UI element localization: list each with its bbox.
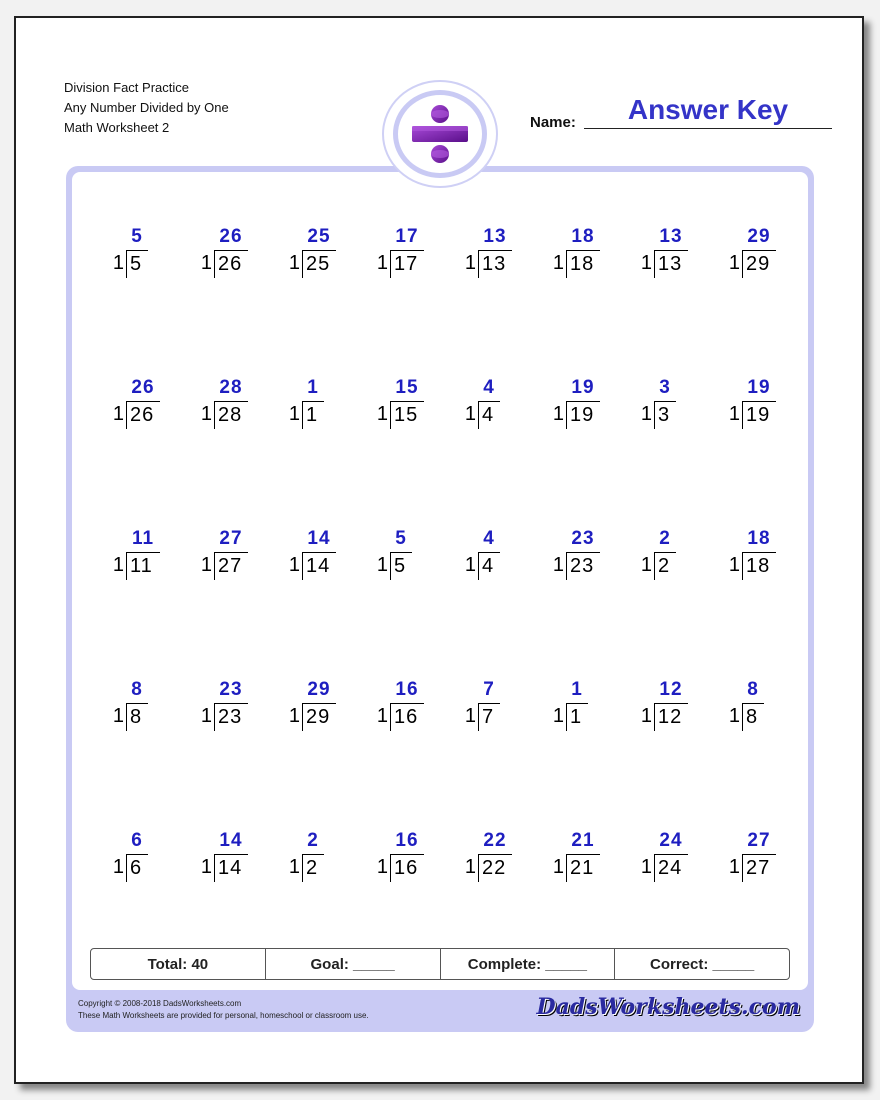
- division-problem: [622, 528, 710, 588]
- division-sign-icon: [408, 102, 472, 166]
- problem-dividend: 17: [394, 253, 419, 275]
- division-problem: [94, 830, 182, 890]
- total-cell: Total: 40: [91, 949, 266, 979]
- problem-dividend: 8: [130, 706, 143, 728]
- problem-dividend: 2: [658, 555, 671, 577]
- problem-dividend: 13: [482, 253, 507, 275]
- problem-divisor: 1: [376, 856, 388, 878]
- problem-divisor: 1: [728, 856, 740, 878]
- division-problem: [358, 226, 446, 286]
- division-problem: [270, 679, 358, 739]
- problem-answer: 1: [307, 377, 319, 398]
- problem-divisor: 1: [112, 705, 124, 727]
- problem-dividend: 26: [218, 253, 243, 275]
- problem-answer: 14: [307, 528, 331, 549]
- problem-dividend: 16: [394, 706, 419, 728]
- problem-divisor: 1: [728, 554, 740, 576]
- problem-answer: 6: [131, 830, 143, 851]
- problem-dividend: 19: [570, 404, 595, 426]
- problem-divisor: 1: [464, 554, 476, 576]
- division-problem: [358, 528, 446, 588]
- division-problem: [710, 226, 798, 286]
- problem-divisor: 1: [112, 252, 124, 274]
- problem-dividend: 25: [306, 253, 331, 275]
- problem-answer: 23: [219, 679, 243, 700]
- problem-divisor: 1: [112, 554, 124, 576]
- problem-dividend: 3: [658, 404, 671, 426]
- problem-answer: 22: [483, 830, 507, 851]
- division-problem: [94, 377, 182, 437]
- problem-answer: 18: [571, 226, 595, 247]
- problem-divisor: 1: [200, 705, 212, 727]
- problem-frame: [66, 166, 814, 1032]
- problem-answer: 4: [483, 528, 495, 549]
- problem-dividend: 13: [658, 253, 683, 275]
- problem-answer: 11: [131, 528, 155, 549]
- problem-answer: 19: [747, 377, 771, 398]
- problem-divisor: 1: [728, 252, 740, 274]
- problem-area: [72, 172, 808, 990]
- goal-cell[interactable]: Goal: _____: [266, 949, 441, 979]
- division-problem: [534, 377, 622, 437]
- problem-answer: 18: [747, 528, 771, 549]
- division-problem: [270, 377, 358, 437]
- problem-divisor: 1: [552, 856, 564, 878]
- division-problem: [446, 528, 534, 588]
- problem-divisor: 1: [200, 856, 212, 878]
- division-problem: [270, 528, 358, 588]
- problem-answer: 27: [747, 830, 771, 851]
- problem-divisor: 1: [288, 403, 300, 425]
- problem-answer: 3: [659, 377, 671, 398]
- division-problem: [358, 377, 446, 437]
- problem-divisor: 1: [288, 856, 300, 878]
- answer-key-text: Answer Key: [627, 94, 789, 125]
- problem-divisor: 1: [376, 554, 388, 576]
- problem-dividend: 23: [570, 555, 595, 577]
- division-problem: [534, 528, 622, 588]
- problem-divisor: 1: [552, 554, 564, 576]
- problem-divisor: 1: [640, 403, 652, 425]
- division-problem: [182, 377, 270, 437]
- brand-logo: DadsWorksheets.com: [536, 994, 800, 1020]
- problem-answer: 16: [395, 830, 419, 851]
- problem-answer: 28: [219, 377, 243, 398]
- problem-dividend: 24: [658, 857, 683, 879]
- problem-divisor: 1: [112, 403, 124, 425]
- division-problem: [710, 528, 798, 588]
- division-problem: [710, 679, 798, 739]
- problem-answer: 12: [659, 679, 683, 700]
- problem-divisor: 1: [728, 403, 740, 425]
- problem-answer: 29: [747, 226, 771, 247]
- problem-dividend: 19: [746, 404, 771, 426]
- division-problem: [182, 830, 270, 890]
- title-line-2: Any Number Divided by One: [64, 100, 229, 115]
- division-problem: [94, 528, 182, 588]
- problem-dividend: 6: [130, 857, 143, 879]
- problem-dividend: 15: [394, 404, 419, 426]
- problem-dividend: 29: [746, 253, 771, 275]
- problem-dividend: 18: [746, 555, 771, 577]
- usage-notice: These Math Worksheets are provided for personal, homeschool or classroom use.: [78, 1011, 369, 1020]
- division-problem: [534, 226, 622, 286]
- problem-divisor: 1: [640, 252, 652, 274]
- problem-answer: 15: [395, 377, 419, 398]
- division-problem: [94, 679, 182, 739]
- problem-answer: 19: [571, 377, 595, 398]
- problem-divisor: 1: [376, 252, 388, 274]
- problem-dividend: 12: [658, 706, 683, 728]
- score-bar: [90, 948, 790, 980]
- problem-answer: 1: [571, 679, 583, 700]
- problem-dividend: 7: [482, 706, 495, 728]
- problem-dividend: 14: [306, 555, 331, 577]
- problem-answer: 17: [395, 226, 419, 247]
- division-badge: [382, 80, 498, 188]
- problem-divisor: 1: [112, 856, 124, 878]
- problem-dividend: 4: [482, 555, 495, 577]
- problem-divisor: 1: [640, 554, 652, 576]
- worksheet-page: [14, 16, 864, 1084]
- problem-answer: 21: [571, 830, 595, 851]
- division-problem: [622, 377, 710, 437]
- division-problem: [358, 830, 446, 890]
- copyright-text: Copyright © 2008-2018 DadsWorksheets.com: [78, 999, 242, 1008]
- problem-answer: 26: [219, 226, 243, 247]
- division-problem: [622, 679, 710, 739]
- division-problem: [534, 679, 622, 739]
- problem-answer: 29: [307, 679, 331, 700]
- problem-answer: 24: [659, 830, 683, 851]
- problem-answer: 8: [131, 679, 143, 700]
- problem-divisor: 1: [552, 705, 564, 727]
- problem-divisor: 1: [288, 252, 300, 274]
- problem-divisor: 1: [552, 403, 564, 425]
- problem-dividend: 22: [482, 857, 507, 879]
- problem-divisor: 1: [200, 403, 212, 425]
- division-problem: [710, 377, 798, 437]
- division-problem: [446, 226, 534, 286]
- division-problem: [182, 679, 270, 739]
- division-problem: [358, 679, 446, 739]
- problem-dividend: 14: [218, 857, 243, 879]
- problem-divisor: 1: [288, 705, 300, 727]
- problem-dividend: 4: [482, 404, 495, 426]
- problem-divisor: 1: [464, 252, 476, 274]
- problem-dividend: 23: [218, 706, 243, 728]
- division-problem: [446, 830, 534, 890]
- problem-dividend: 29: [306, 706, 331, 728]
- problem-answer: 26: [131, 377, 155, 398]
- problem-divisor: 1: [464, 403, 476, 425]
- problem-answer: 7: [483, 679, 495, 700]
- title-line-1: Division Fact Practice: [64, 80, 189, 95]
- division-problem: [182, 528, 270, 588]
- problem-dividend: 16: [394, 857, 419, 879]
- footer-text: [78, 998, 369, 1022]
- problem-dividend: 27: [218, 555, 243, 577]
- problem-divisor: 1: [376, 403, 388, 425]
- problem-answer: 13: [483, 226, 507, 247]
- worksheet-title-block: [64, 78, 229, 138]
- division-problem: [710, 830, 798, 890]
- problem-answer: 25: [307, 226, 331, 247]
- problem-divisor: 1: [288, 554, 300, 576]
- problem-answer: 27: [219, 528, 243, 549]
- name-label: Name:: [530, 114, 576, 131]
- division-problem: [182, 226, 270, 286]
- problem-divisor: 1: [464, 856, 476, 878]
- correct-cell[interactable]: Correct: _____: [650, 955, 755, 973]
- name-field-line[interactable]: [584, 128, 832, 129]
- division-problem: [622, 226, 710, 286]
- problem-answer: 2: [659, 528, 671, 549]
- division-problem: [534, 830, 622, 890]
- problem-answer: 13: [659, 226, 683, 247]
- problem-dividend: 8: [746, 706, 759, 728]
- problem-divisor: 1: [552, 252, 564, 274]
- problem-answer: 8: [747, 679, 759, 700]
- division-problem: [446, 377, 534, 437]
- division-problem: [622, 830, 710, 890]
- problem-answer: 2: [307, 830, 319, 851]
- problem-dividend: 21: [570, 857, 595, 879]
- division-problem: [446, 679, 534, 739]
- problem-dividend: 28: [218, 404, 243, 426]
- problem-answer: 5: [131, 226, 143, 247]
- problem-divisor: 1: [200, 252, 212, 274]
- problem-answer: 14: [219, 830, 243, 851]
- problem-answer: 16: [395, 679, 419, 700]
- problem-grid: [72, 172, 808, 942]
- problem-answer: 5: [395, 528, 407, 549]
- problem-dividend: 26: [130, 404, 155, 426]
- complete-cell[interactable]: Complete: _____: [441, 949, 616, 979]
- division-problem: [270, 830, 358, 890]
- problem-divisor: 1: [728, 705, 740, 727]
- division-problem: [270, 226, 358, 286]
- division-problem: [94, 226, 182, 286]
- problem-divisor: 1: [640, 705, 652, 727]
- problem-dividend: 27: [746, 857, 771, 879]
- problem-dividend: 2: [306, 857, 319, 879]
- problem-divisor: 1: [376, 705, 388, 727]
- problem-dividend: 11: [130, 555, 153, 577]
- problem-answer: 23: [571, 528, 595, 549]
- problem-dividend: 5: [394, 555, 407, 577]
- problem-divisor: 1: [640, 856, 652, 878]
- problem-answer: 4: [483, 377, 495, 398]
- problem-dividend: 1: [570, 706, 583, 728]
- problem-dividend: 1: [306, 404, 319, 426]
- title-line-3: Math Worksheet 2: [64, 120, 170, 135]
- problem-divisor: 1: [464, 705, 476, 727]
- problem-divisor: 1: [200, 554, 212, 576]
- problem-dividend: 5: [130, 253, 143, 275]
- problem-dividend: 18: [570, 253, 595, 275]
